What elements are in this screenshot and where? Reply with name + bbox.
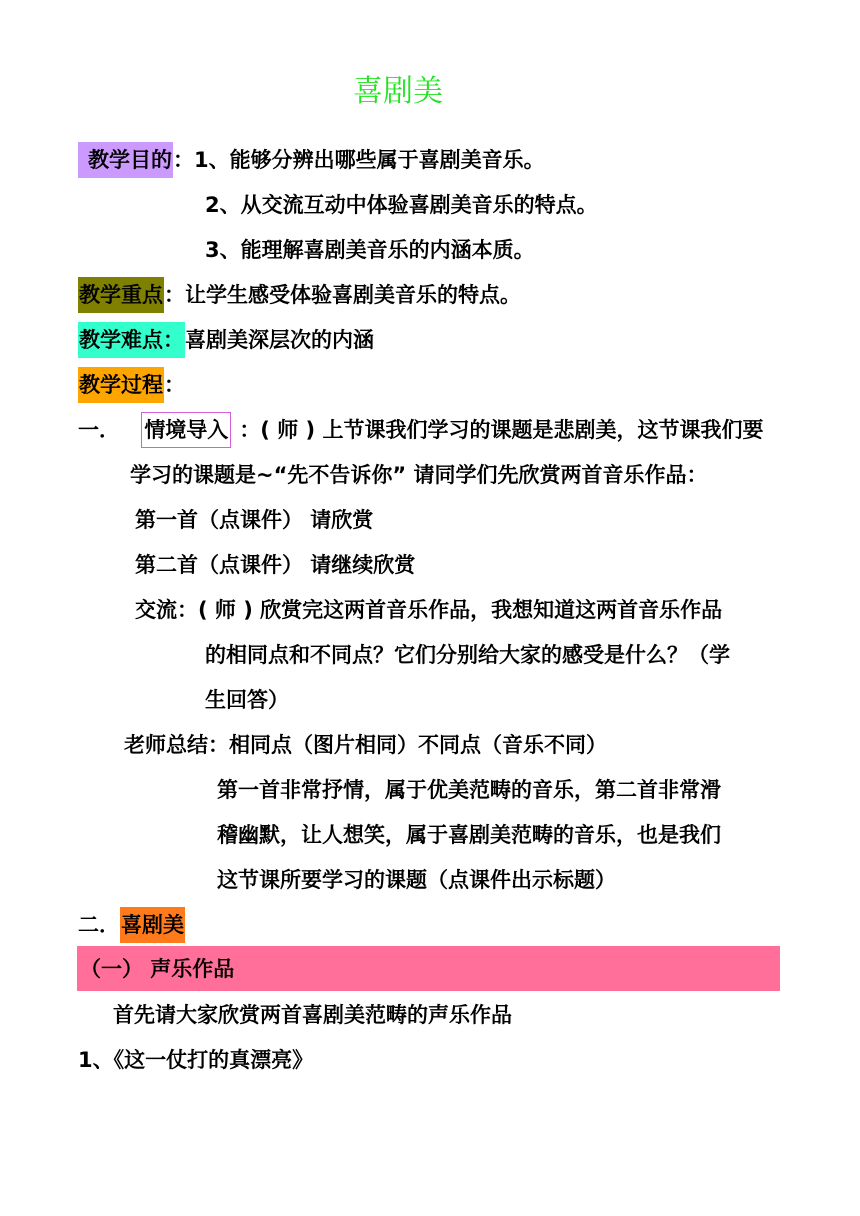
summary-line-1: 第一首非常抒情，属于优美范畴的音乐，第二首非常滑 <box>217 778 721 802</box>
process-label: 教学过程 <box>78 367 164 403</box>
vocal-work-1: 1、《这一仗打的真漂亮》 <box>78 1048 314 1072</box>
objective-item-1: 1、能够分辨出哪些属于喜剧美音乐。 <box>194 148 545 172</box>
section2-intro: 首先请大家欣赏两首喜剧美范畴的声乐作品 <box>113 1003 512 1027</box>
section1-text-1: ：( 师 ) 上节课我们学习的课题是悲剧美，这节课我们要 <box>239 418 764 442</box>
process-sep: ： <box>164 373 185 397</box>
difficulty-label: 教学难点： <box>78 322 185 358</box>
summary-line-2: 稽幽默，让人想笑，属于喜剧美范畴的音乐，也是我们 <box>217 823 721 847</box>
process-line <box>78 367 185 403</box>
section1-text-2: 学习的课题是~“先不告诉你” 请同学们先欣赏两首音乐作品： <box>130 463 708 487</box>
key-point-text: ：让学生感受体验喜剧美音乐的特点。 <box>164 283 521 307</box>
objectives-label: 教学目的 <box>78 142 173 178</box>
section1-label: 情境导入 <box>141 412 231 448</box>
exchange-line-3: 生回答） <box>205 688 289 712</box>
subsection-title: （一） 声乐作品 <box>80 957 235 981</box>
section2-number: 二． <box>78 913 120 937</box>
exchange-line-2: 的相同点和不同点？它们分别给大家的感受是什么？（学 <box>205 643 730 667</box>
section1-line-1 <box>78 412 763 448</box>
section2-heading <box>78 907 185 943</box>
objective-item-3: 3、能理解喜剧美音乐的内涵本质。 <box>205 238 535 262</box>
key-point-line <box>78 277 521 313</box>
teacher-summary: 老师总结：相同点（图片相同）不同点（音乐不同） <box>124 733 607 757</box>
exchange-line-1: 交流：( 师 ) 欣赏完这两首音乐作品，我想知道这两首音乐作品 <box>135 598 723 622</box>
objectives-line-1 <box>78 142 545 178</box>
page-title: 喜剧美 <box>353 74 443 109</box>
section2-label: 喜剧美 <box>120 907 185 943</box>
difficulty-line <box>78 322 374 358</box>
difficulty-text: 喜剧美深层次的内涵 <box>185 328 374 352</box>
first-piece-line: 第一首（点课件） 请欣赏 <box>135 508 374 532</box>
second-piece-line: 第二首（点课件） 请继续欣赏 <box>135 553 416 577</box>
summary-line-3: 这节课所要学习的课题（点课件出示标题） <box>217 868 616 892</box>
objectives-sep: ： <box>173 148 194 172</box>
key-point-label: 教学重点 <box>78 277 164 313</box>
objective-item-2: 2、从交流互动中体验喜剧美音乐的特点。 <box>205 193 598 217</box>
section1-number: 一． <box>78 418 120 442</box>
